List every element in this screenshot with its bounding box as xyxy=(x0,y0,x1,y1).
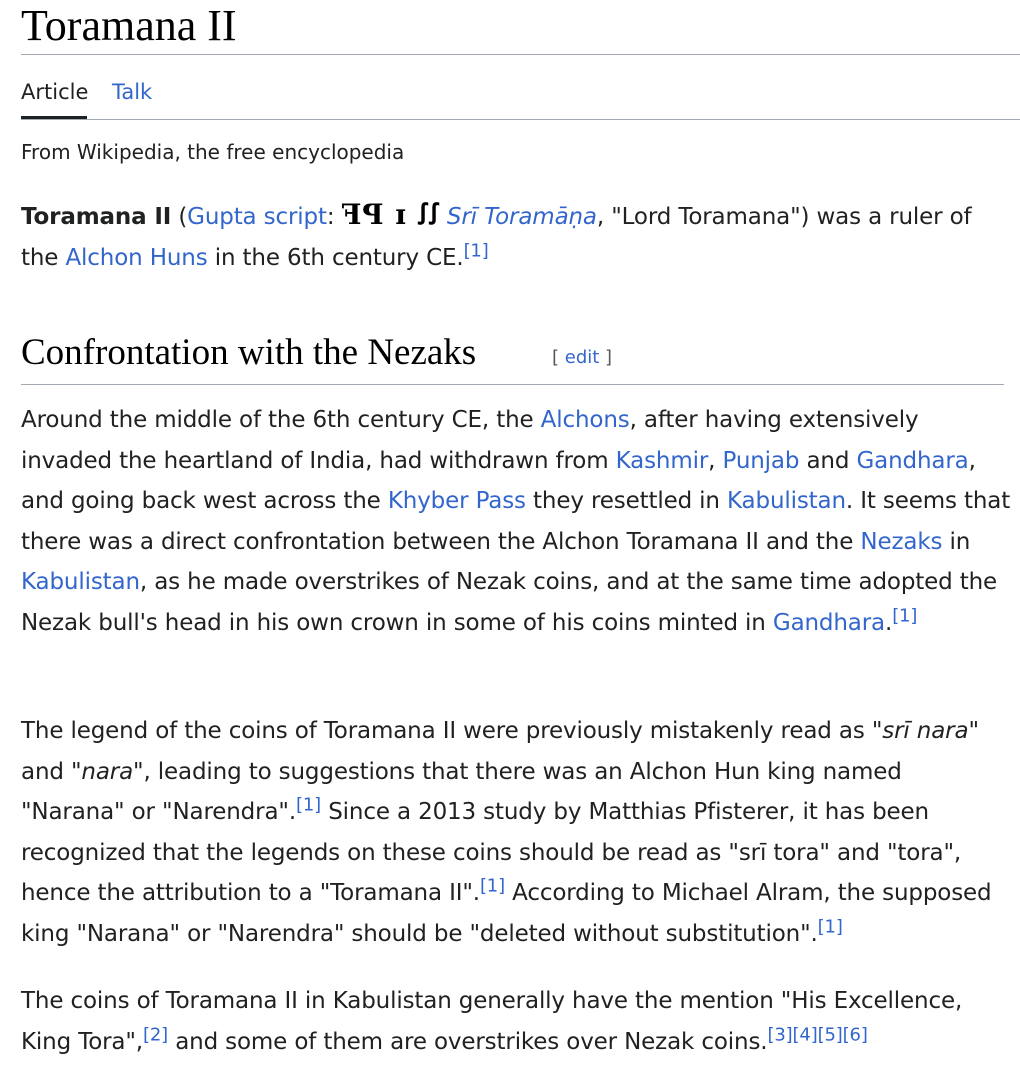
text: , after having extensively invaded the heartland of India, had withdrawn from xyxy=(21,407,919,474)
section-heading: Confrontation with the Nezaks xyxy=(21,332,477,373)
tab-article[interactable]: Article xyxy=(21,80,89,104)
reference-1[interactable]: [1] xyxy=(295,794,322,816)
paragraph-2 xyxy=(21,711,1011,955)
bracket: ] xyxy=(599,347,613,368)
text: . xyxy=(885,609,893,636)
link-gandhara[interactable]: Gandhara xyxy=(856,447,969,474)
transliteration-text: Srī Toramāṇa xyxy=(446,204,597,230)
text: , xyxy=(708,447,723,474)
text: : xyxy=(326,204,342,230)
text: Around the middle of the 6th century CE, the xyxy=(21,407,541,433)
article-subject: Toramana II xyxy=(21,204,172,230)
gupta-script-glyphs: ꟻꟼ ɪ ꭍꭍ xyxy=(341,198,440,231)
link-nezaks[interactable]: Nezaks xyxy=(860,528,943,555)
site-tagline: From Wikipedia, the free encyclopedia xyxy=(21,140,405,164)
tab-talk[interactable]: Talk xyxy=(112,80,153,104)
reference-1[interactable]: [1] xyxy=(479,875,505,897)
text: , and going back west across the xyxy=(21,447,976,515)
reference-1[interactable]: [1] xyxy=(817,916,843,938)
link-gupta-script[interactable]: Gupta script xyxy=(187,204,327,230)
link-alchon-huns[interactable]: Alchon Huns xyxy=(65,244,208,271)
section-divider xyxy=(21,384,1004,385)
title-divider xyxy=(21,54,1020,55)
section-edit xyxy=(552,346,612,370)
text: and some of them are overstrikes over Nezak coins. xyxy=(168,1028,768,1055)
link-khyber-pass[interactable]: Khyber Pass xyxy=(387,488,526,515)
text: , "Lord Toramana") was a ruler of the xyxy=(21,204,972,271)
text: ", leading to suggestions that there was an Alchon Hun king named "Narana" or "Narendra". xyxy=(21,758,902,826)
reference-1[interactable]: [1] xyxy=(892,605,918,627)
italic-nara: nara xyxy=(81,758,134,785)
link-kashmir[interactable]: Kashmir xyxy=(615,447,709,474)
reference-2[interactable]: [2] xyxy=(142,1023,169,1045)
text: in xyxy=(942,528,971,555)
text: , as he made overstrikes of Nezak coins, and at the same time adopted the Nezak bull's head in his own crown in some of his coins minted in xyxy=(21,569,998,636)
tabs-divider xyxy=(21,119,1020,120)
intro-paragraph xyxy=(21,195,1011,278)
reference-5[interactable]: [5] xyxy=(817,1023,843,1045)
link-alchons[interactable]: Alchons xyxy=(540,407,630,433)
reference-4[interactable]: [4] xyxy=(792,1023,818,1045)
text: The legend of the coins of Toramana II were previously mistakenly read as " xyxy=(21,718,883,744)
link-transliteration[interactable] xyxy=(447,204,597,230)
paragraph-3 xyxy=(21,981,1011,1062)
text: According to Michael Alram, the supposed king "Narana" or "Narendra" should be "deleted without substitution". xyxy=(21,880,992,947)
link-kabulistan[interactable]: Kabulistan xyxy=(727,488,846,515)
text: . It seems that there was a direct confrontation between the Alchon Toramana II and the xyxy=(21,488,1011,555)
text: Since a 2013 study by Matthias Pfisterer, it has been recognized that the legends on these coins should be read as "srī tora" and "tora", hence the attribution to a "Toramana II". xyxy=(21,799,962,907)
namespace-tabs xyxy=(21,78,1020,120)
bracket: [ xyxy=(552,347,565,368)
text: ( xyxy=(171,204,188,230)
text: " and " xyxy=(21,718,979,785)
link-gandhara-2[interactable]: Gandhara xyxy=(772,609,886,636)
italic-sri-nara: srī nara xyxy=(882,718,969,744)
reference-6[interactable]: [6] xyxy=(842,1023,868,1045)
text: they resettled in xyxy=(525,488,728,515)
link-kabulistan-2[interactable]: Kabulistan xyxy=(21,569,140,596)
reference-3[interactable]: [3] xyxy=(767,1023,793,1045)
text: in the 6th century CE. xyxy=(207,244,464,271)
page-title: Toramana II xyxy=(21,1,237,50)
link-punjab[interactable]: Punjab xyxy=(722,447,800,474)
paragraph-1 xyxy=(21,400,1011,644)
edit-section-link[interactable]: edit xyxy=(564,347,600,368)
text: The coins of Toramana II in Kabulistan generally have the mention "His Excellence, King Tora", xyxy=(21,988,963,1055)
text: and xyxy=(799,447,857,474)
reference-1[interactable]: [1] xyxy=(463,239,489,261)
